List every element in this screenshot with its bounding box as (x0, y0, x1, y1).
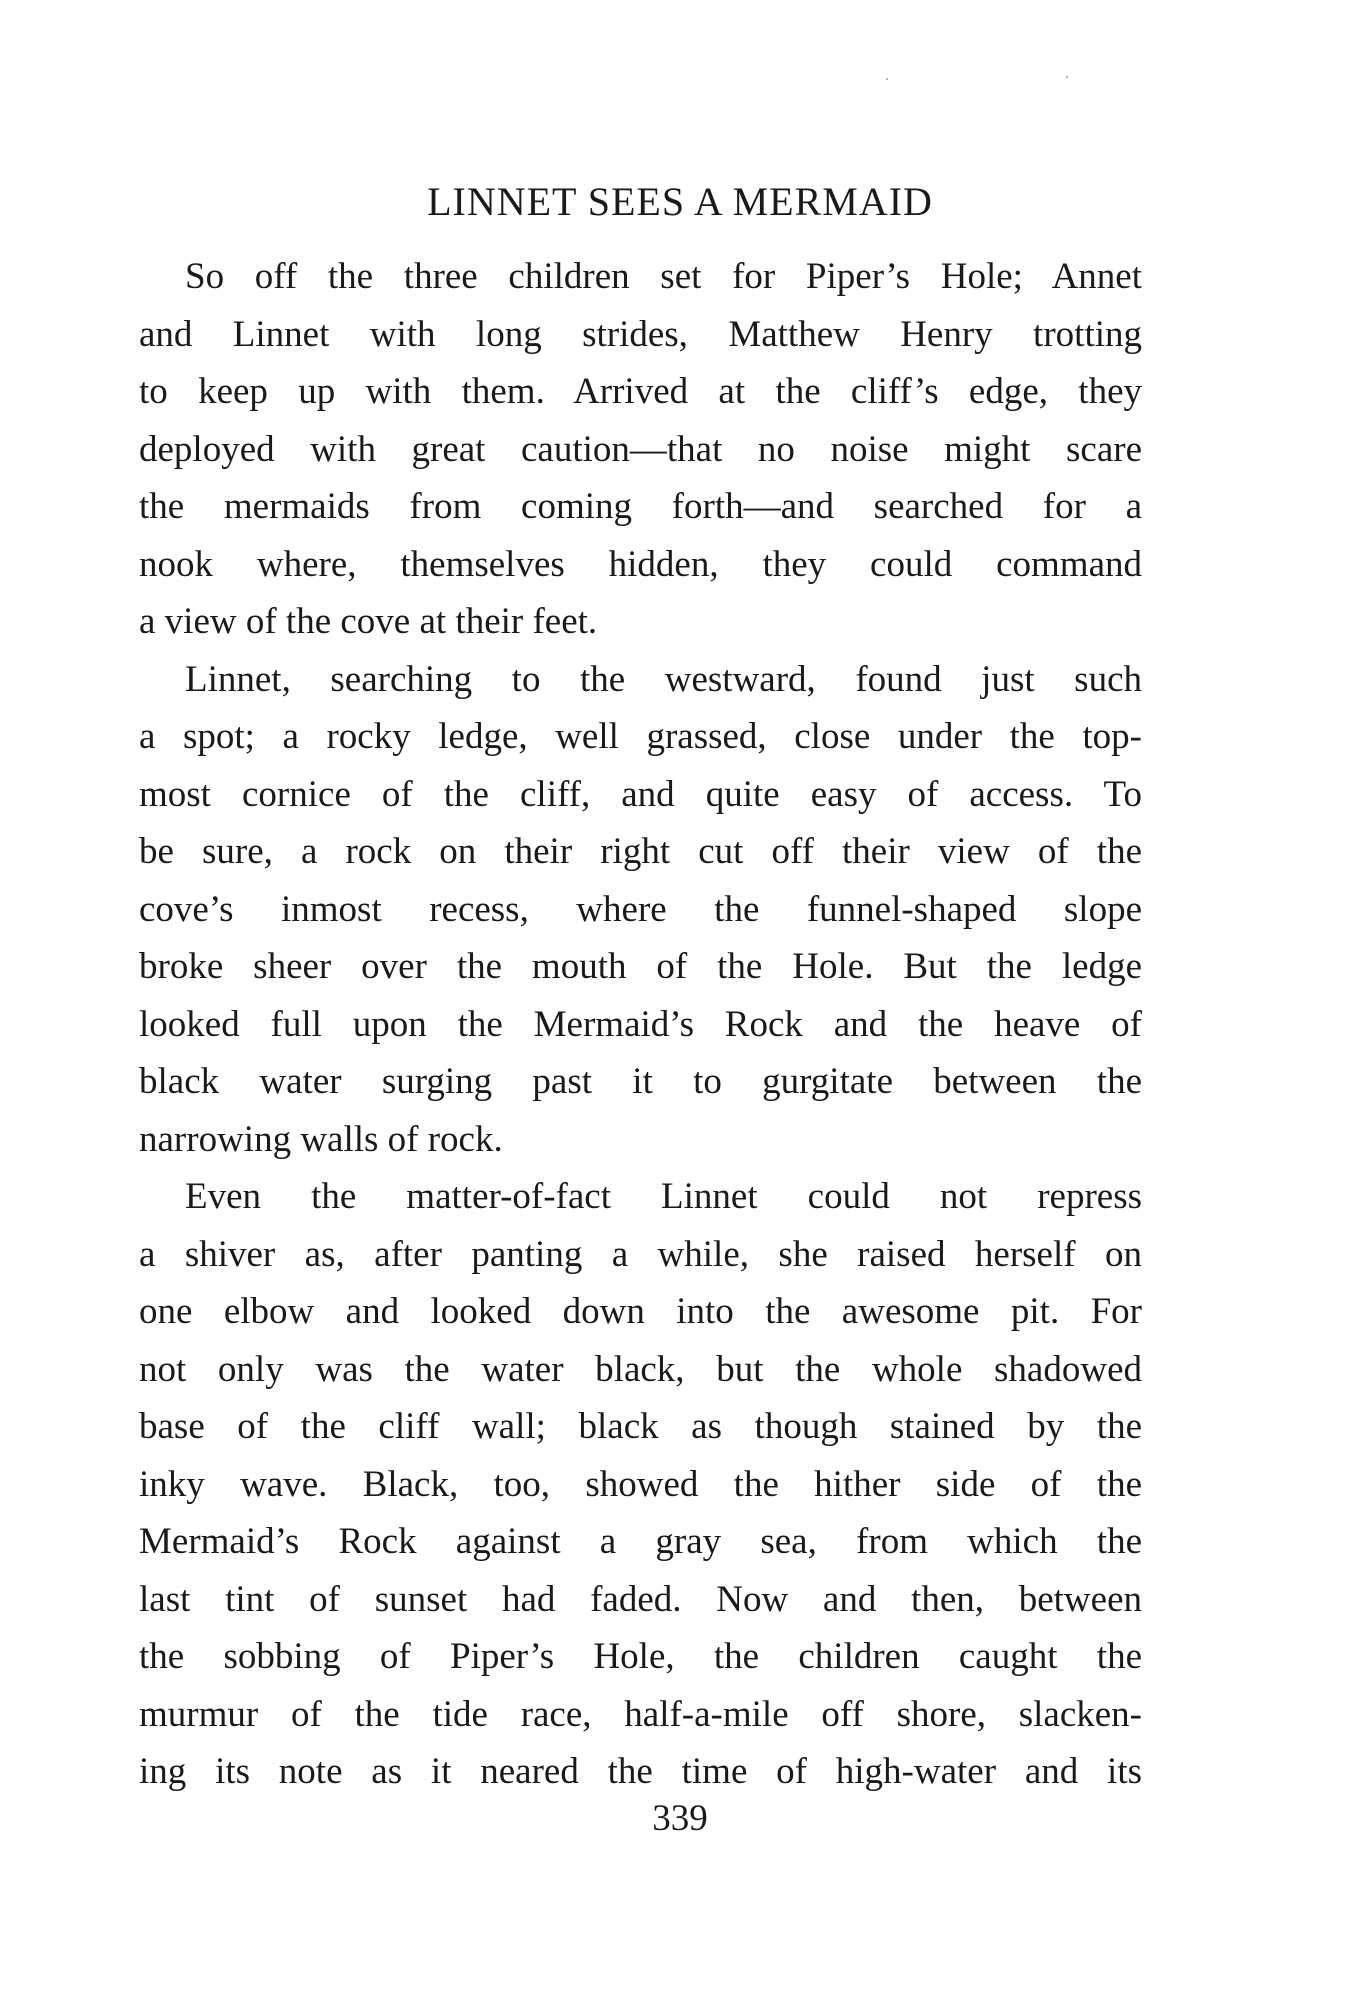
text-line: base of the cliff wall; black as though stained by the (139, 1406, 1142, 1447)
text-line: black water surging past it to gurgitate between the (139, 1061, 1142, 1102)
text-line: inky wave. Black, too, showed the hither side of the (139, 1463, 1142, 1505)
text-line: a shiver as, after panting a while, she raised herself on (139, 1233, 1142, 1275)
text-line: looked full upon the Mermaid’s Rock and the heave of (139, 1003, 1142, 1045)
running-head: LINNET SEES A MERMAID (427, 179, 933, 224)
text-line: murmur of the tide race, half-a-mile off shore, slacken- (139, 1693, 1142, 1735)
text-line: the sobbing of Piper’s Hole, the children caught the (139, 1636, 1142, 1677)
text-line: and Linnet with long strides, Matthew Henry trotting (139, 313, 1142, 355)
text-line: Mermaid’s Rock against a gray sea, from which the (139, 1521, 1142, 1562)
text-line: to keep up with them. Arrived at the cliff’s edge, they (139, 371, 1142, 412)
text-line: a spot; a rocky ledge, well grassed, close under the top- (139, 716, 1142, 757)
page-number: 339 (652, 1798, 708, 1839)
text-line: Even the matter-of-fact Linnet could not repress (185, 1176, 1142, 1217)
text-line: be sure, a rock on their right cut off their view of the (139, 831, 1142, 872)
text-line: the mermaids from coming forth—and searched for a (139, 486, 1142, 527)
text-line: broke sheer over the mouth of the Hole. But the ledge (139, 946, 1142, 987)
text-line: nook where, themselves hidden, they could command (139, 543, 1142, 585)
text-line: last tint of sunset had faded. Now and then, between (139, 1578, 1142, 1620)
text-line: narrowing walls of rock. (139, 1118, 503, 1160)
text-line: Linnet, searching to the westward, found just such (185, 658, 1142, 700)
text-line: not only was the water black, but the whole shadowed (139, 1348, 1142, 1390)
text-line: cove’s inmost recess, where the funnel-shaped slope (139, 888, 1142, 930)
text-line: deployed with great caution—that no noise might scare (139, 428, 1142, 470)
text-line: a view of the cove at their feet. (139, 601, 598, 642)
paper-speck (1066, 76, 1068, 78)
text-line: So off the three children set for Piper’s Hole; Annet (185, 256, 1142, 297)
body-text (139, 248, 1142, 1801)
text-line: one elbow and looked down into the awesome pit. For (139, 1291, 1142, 1332)
text-line: most cornice of the cliff, and quite easy of access. To (139, 773, 1142, 815)
text-line: ing its note as it neared the time of high-water and its (139, 1751, 1142, 1792)
paper-speck (886, 78, 888, 80)
